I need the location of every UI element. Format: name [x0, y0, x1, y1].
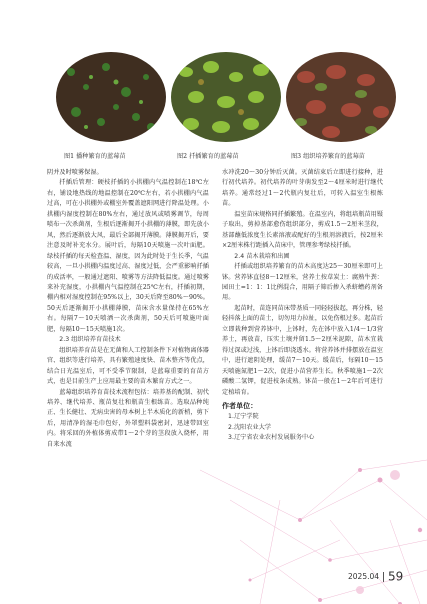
figure-3-tissue-culture-photo — [286, 52, 396, 142]
footer-divider — [383, 572, 384, 582]
right-text-column — [222, 168, 383, 444]
paragraph: 水冲洗20～30分钟后灭菌。灭菌结束后立即进行接种，进行初代培养。初代培养的叶芽萌发至2～4厘米时进行继代培养。通常经过1～2代瓶内复壮后，可转入温室生根炼苗。 — [222, 169, 383, 208]
left-text-column — [47, 168, 209, 450]
section-heading: 2.4 苗木栽培和出圃 — [234, 252, 290, 260]
figure-2-cuttings-photo — [171, 52, 281, 142]
paragraph: 温室苗床规格同扦插繁殖。在温室内，将组培瓶苗用镊子取出，剪掉基部愈伤组织部分，剪成1.5～2厘米茎段，基部蘸低浓度生长素溶液或配好的生根剂溶液后，按2厘米×2厘米株行距插入苗床中，管理参考绿枝扦插。 — [222, 210, 383, 250]
paragraph: 扦插或组织培养繁育的苗木高度达25～30厘米即可上钵。营养钵直径8～12厘米，营养土按草炭土：腐熟牛粪：园田土=1：1：1比例混合，用隔子筛后掺入杀蛴螬药剂备用。 — [222, 263, 383, 302]
paragraph: 阴并及时喷雾保湿。 — [47, 169, 103, 176]
section-heading: 2.3 组织培养育苗技术 — [59, 336, 121, 344]
author-affiliation: 3.辽宁省农业农村发展服务中心 — [228, 434, 315, 442]
author-affiliation-heading: 作者单位： — [222, 401, 258, 410]
page-footer — [348, 566, 403, 585]
figure-3-caption: 图3 组织培养繁育的蓝莓苗 — [291, 153, 365, 160]
figure-row — [56, 52, 396, 156]
paragraph: 蓝莓组织培养育苗技术流程包括：培养基的配制、初代培养、继代培养、瓶苗复壮和瓶苗生根练苗。选取品种纯正、生长健壮、无病虫害的母本树上半木质化的新梢，剪下后，用清净的湿毛巾包好，外罩塑料袋密封，迅速带回室内。将采回的外植体剪成带1～2个芽的茎段放入烧杯，用自来水流 — [47, 388, 209, 448]
author-affiliation: 1.辽宁学院 — [228, 413, 259, 421]
paragraph: 扦插后管理：硬枝扦插的小拱棚内气温控制在18℃左右，铺设地热线的地温控制在20℃左右，若小拱棚内气温过高，可在小拱棚外或棚室外覆盖遮阳网进行降温处理。小拱棚内湿度控制在80%左右，通过放风或喷雾调节，每周喷布一次杀菌剂，生根后逐渐揭开小拱棚的薄膜，即先放小风，然后逐渐放大风，最后全部揭开薄膜。薄膜揭开后，要注意及时补充水分。展叶后，每隔10天喷施一次叶面肥。绿枝扦插的每天检查温、湿度，因为此时处于生长季，气温较高，一旦小拱棚内温度过高、湿度过低，会严重影响扦插的成活率，一般通过遮阳、喷雾等方法降低温度。通过喷雾来补充湿度，小拱棚内气温控制在25℃左右，扦插初期，棚内相对湿度控制在95%以上，30天后降至80%～90%。50天后逐渐揭开小拱棚薄膜，苗床含水量保持在65%左右。每隔7～10天喷洒一次杀菌剂，50天后可喷施叶面肥，每隔10～15天喷施1次。 — [47, 179, 209, 333]
author-affiliation: 2.沈阳农业大学 — [228, 423, 272, 431]
figure-1-caption: 图1 播种繁育的蓝莓苗 — [64, 153, 126, 160]
paragraph: 起苗时，苗连同苗床带基质一同轻轻拔起，再分株，轻轻抖落上面的苗土，切勿用力拉扯，以免伤根过多。起苗后立即栽种到营养钵中，上钵时，先在钵中放入1/4～1/3营养土，再放苗，压实土壤并留1.5～2厘米泥隙，苗木宜栽得过深或过浅，上钵后即浇透水。将营养钵并排摆放在温室中，进行遮阴处理，缓苗7～10天。缓苗后，每隔10～15天喷施氮肥1～2次，促进小苗营养生长。秋季喷施1～2次磷酸二氢钾，促进枝条成熟。钵苗一般在1～2年后可进行定植培育。 — [222, 304, 383, 396]
figure-2-caption: 图2 扦插繁育的蓝莓苗 — [177, 153, 239, 160]
paragraph: 组织培养育苗是在无菌和人工控制条件下对植物离体器官、组织等进行培养，具有繁殖速度快、苗木整齐等优点，结合日光温室后，可不受季节限制，是蓝莓重要的育苗方式，也是目前生产上应用最主要的苗木繁育方式之一。 — [47, 346, 209, 386]
page-number: 59 — [388, 569, 404, 584]
figure-1-seedlings-photo — [56, 52, 166, 142]
issue-number: 2025.04 — [348, 572, 380, 581]
